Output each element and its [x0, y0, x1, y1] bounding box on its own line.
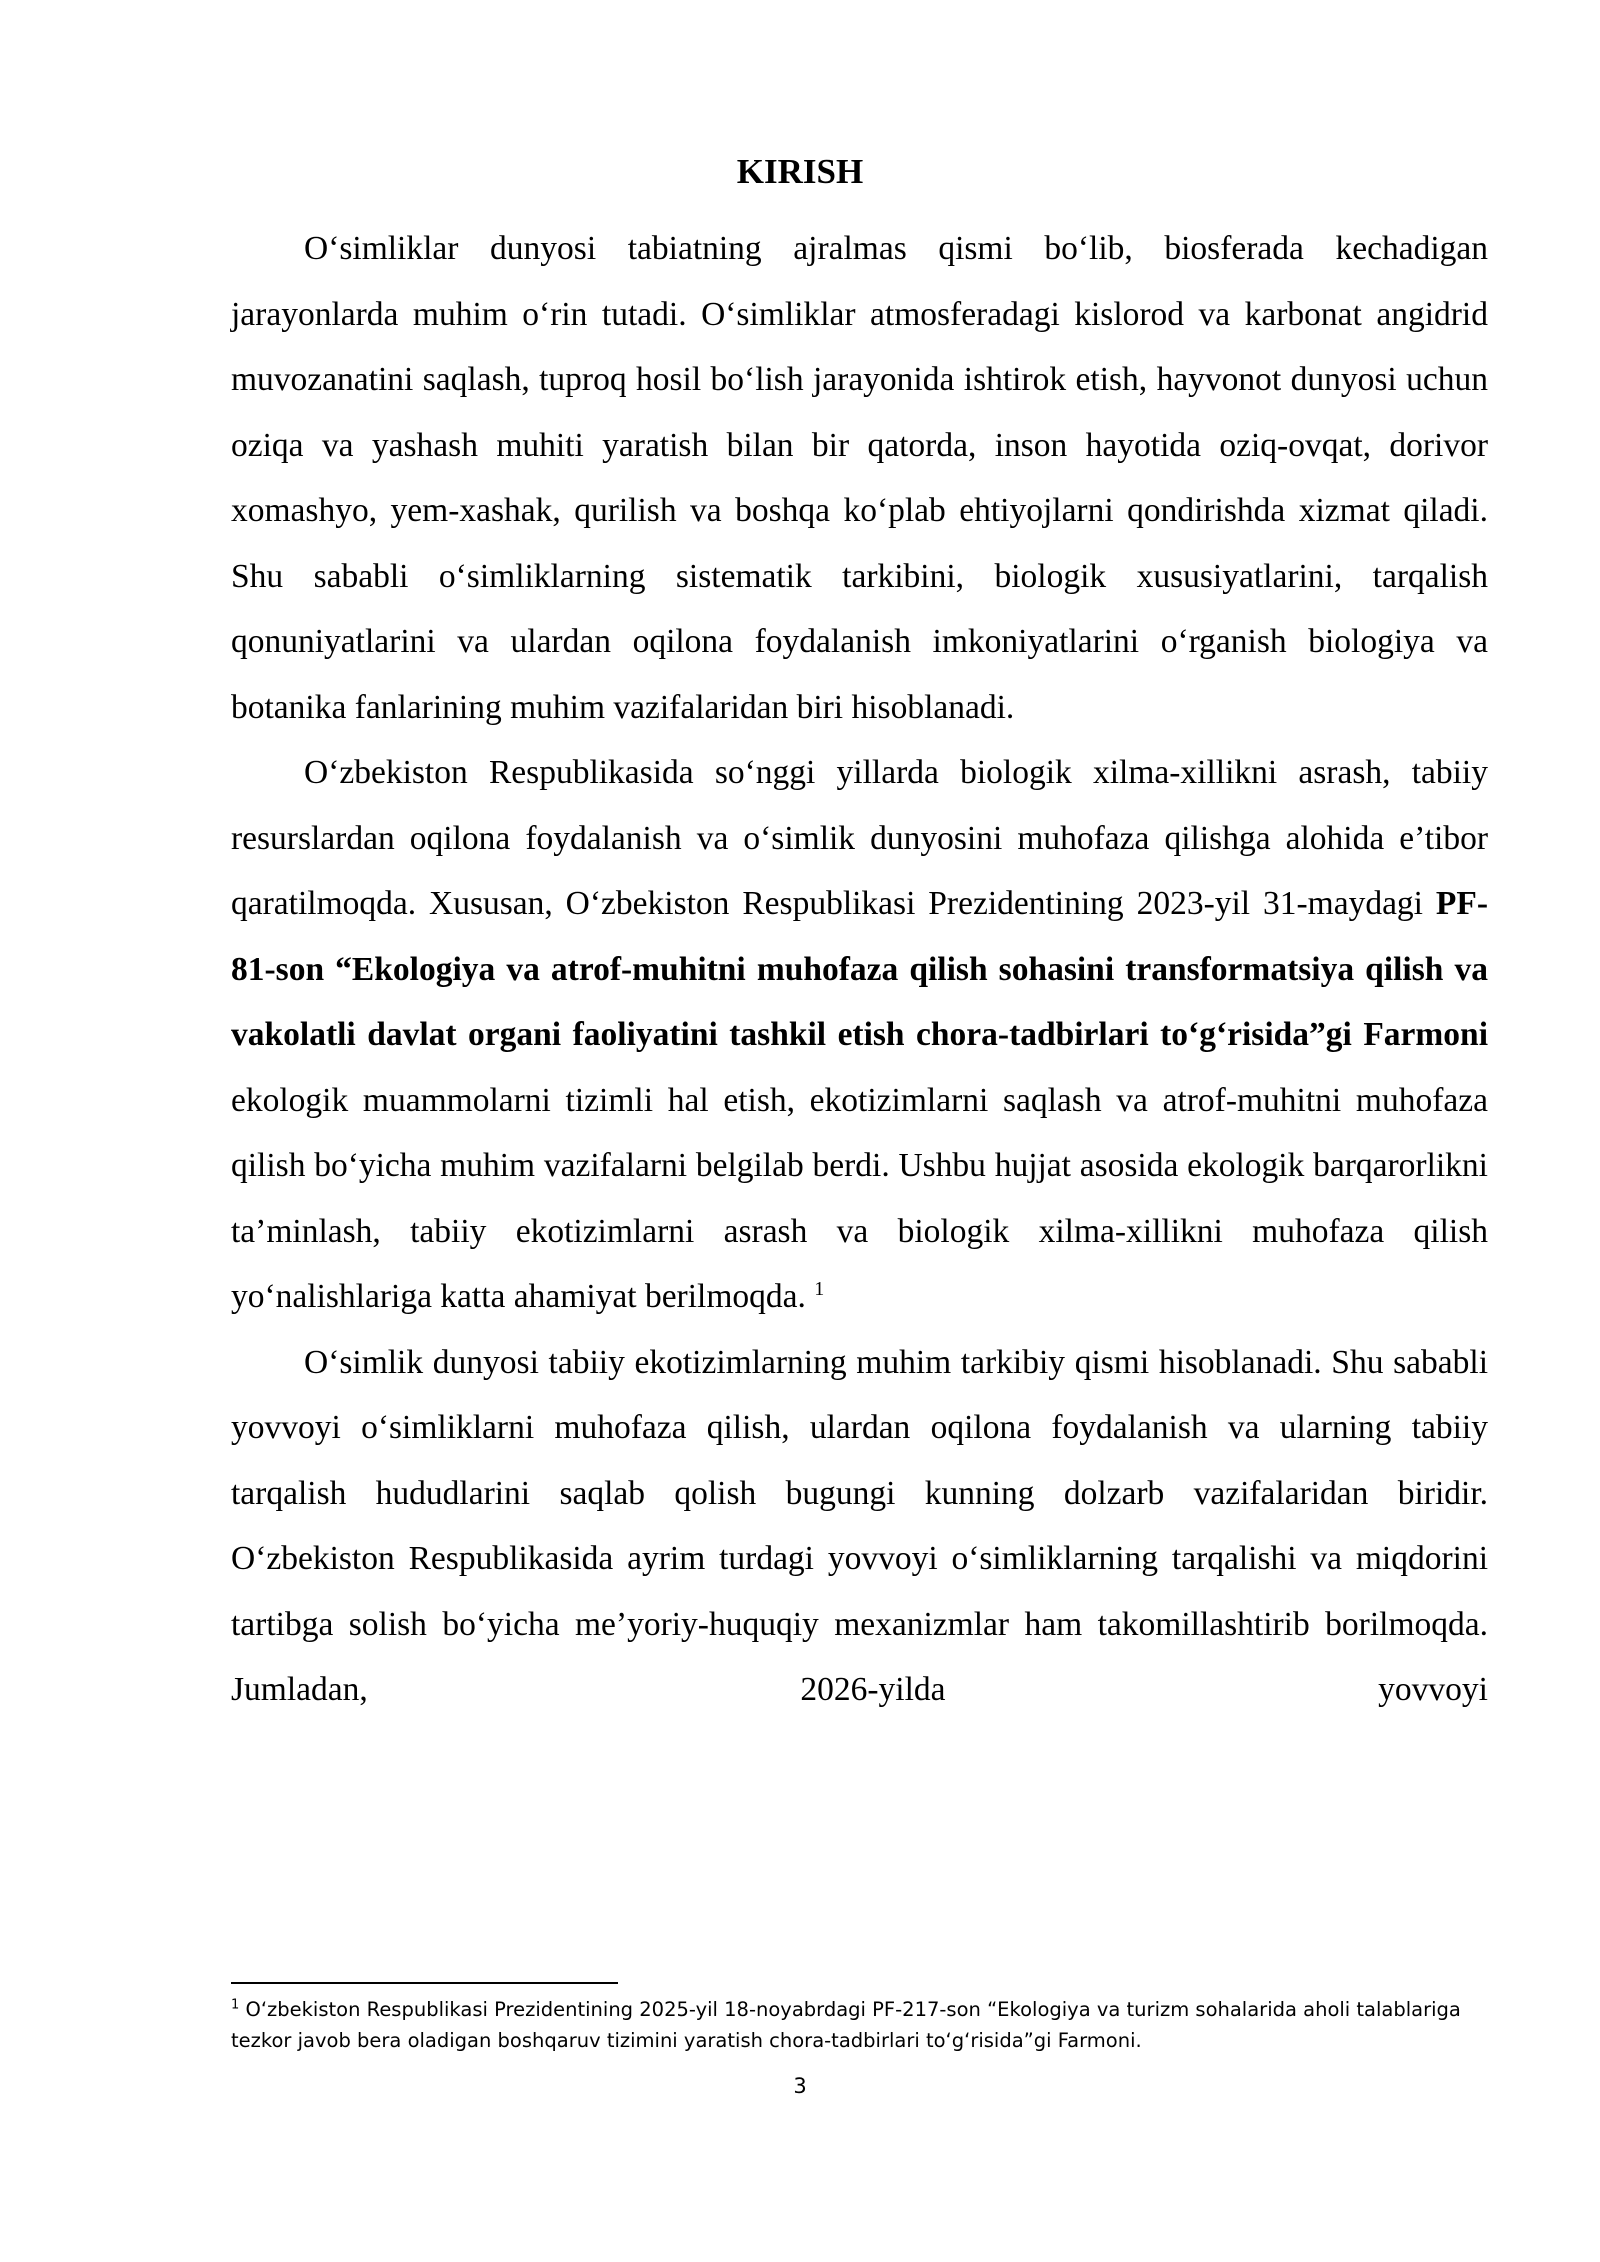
footnote-separator: [231, 1982, 618, 1984]
paragraph-3: O‘simlik dunyosi tabiiy ekotizimlarning muhim tarkibiy qismi hisoblanadi. Shu sababli yovvoyi o‘simliklarni muhofaza qilish, ulardan oqilona foydalanish va ularning tabiiy tarqalish hududlarini saqlab qolish bugungi kunning dolzarb vazifalaridan biridir. O‘zbekiston Respublikasida ayrim turdagi yovvoyi o‘simliklarning tarqalishi va miqdorini tartibga solish bo‘yicha me’yoriy-huquqiy mexanizmlar ham takomillashtirib borilmoqda. Jumladan, 2026-yilda yovvoyi: [231, 1343, 1488, 1708]
footnote-text: O‘zbekiston Respublikasi Prezidentining 2025-yil 18-noyabrdagi PF-217-son “Ekologiya va turizm sohalarida aholi talablariga tezkor javob bera oladigan boshqaruv tizimini yaratish chora-tadbirlari to‘g‘risida”gi Farmoni.: [231, 1998, 1461, 2052]
paragraph-2-text-before: O‘zbekiston Respublikasida so‘nggi yillarda biologik xilma-xillikni asrash, tabiiy resurslardan oqilona foydalanish va o‘simlik dunyosini muhofaza qilishga alohida e’tibor qaratilmoqda. Xususan, O‘zbekiston Respublikasi Prezidentining 2023-yil 31-maydagi: [231, 754, 1488, 922]
body-text: [231, 216, 1488, 1723]
footnote: [231, 1994, 1488, 2056]
footnote-reference[interactable]: 1: [814, 1277, 825, 1300]
paragraph-2-text-after: ekologik muammolarni tizimli hal etish, ekotizimlarni saqlash va atrof-muhitni muhofaza qilish bo‘yicha muhim vazifalarni belgilab berdi. Ushbu hujjat asosida ekologik barqarorlikni ta’minlash, tabiiy ekotizimlarni asrash va biologik xilma-xillikni muhofaza qilish yo‘nalishlariga katta ahamiyat berilmoqda.: [231, 1081, 1488, 1315]
paragraph-1: O‘simliklar dunyosi tabiatning ajralmas qismi bo‘lib, biosferada kechadigan jarayonlarda muhim o‘rin tutadi. O‘simliklar atmosferadagi kislorod va karbonat angidrid muvozanatini saqlash, tuproq hosil bo‘lish jarayonida ishtirok etish, hayvonot dunyosi uchun oziqa va yashash muhiti yaratish bilan bir qatorda, inson hayotida oziq-ovqat, dorivor xomashyo, yem-xashak, qurilish va boshqa ko‘plab ehtiyojlarni qondirishda xizmat qiladi. Shu sababli o‘simliklarning sistematik tarkibini, biologik xususiyatlarini, tarqalish qonuniyatlarini va ulardan oqilona foydalanish imkoniyatlarini o‘rganish biologiya va botanika fanlarining muhim vazifalaridan biri hisoblanadi.: [231, 230, 1488, 726]
paragraph-2: [231, 740, 1488, 1330]
page-number: 3: [793, 2074, 807, 2098]
footnote-marker: 1: [231, 1997, 240, 2013]
section-title: KIRISH: [736, 152, 864, 191]
decree-reference: PF-81-son “Ekologiya va atrof-muhitni muhofaza qilish sohasini transformatsiya qilish va vakolatli davlat organi faoliyatini tashkil etish chora-tadbirlari to‘g‘risida”gi Farmoni: [231, 885, 1488, 1053]
